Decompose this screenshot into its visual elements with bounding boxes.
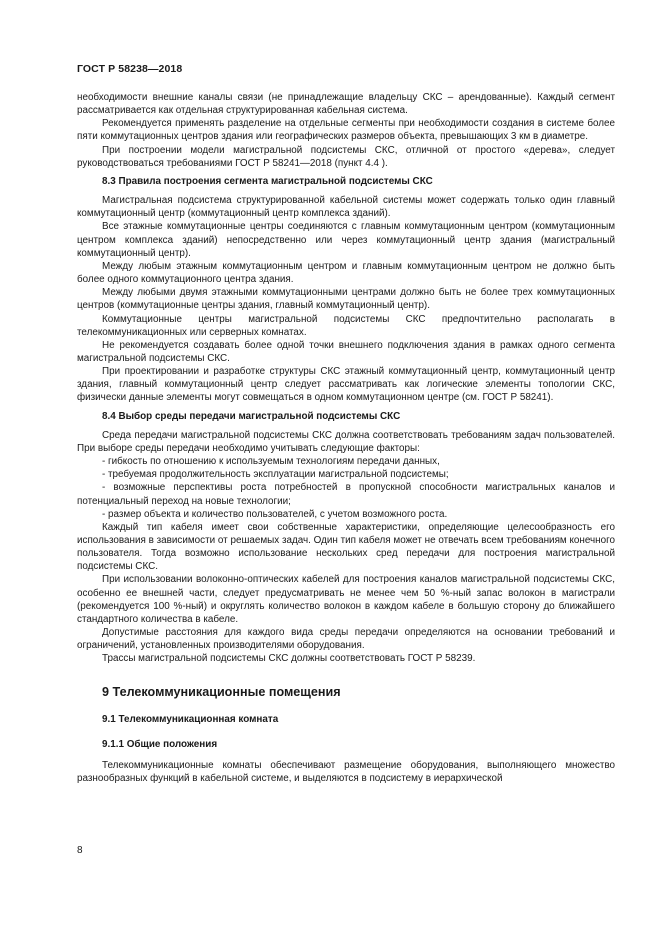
- paragraph: При построении модели магистральной подсистемы СКС, отличной от простого «дерева», следует руководствоваться требованиями ГОСТ Р 58241—2018 (пункт 4.4 ).: [77, 144, 615, 169]
- section-heading-8-4: 8.4 Выбор среды передачи магистральной подсистемы СКС: [102, 410, 401, 422]
- chapter-heading-9: 9 Телекоммуникационные помещения: [102, 684, 341, 699]
- paragraph: Телекоммуникационные комнаты обеспечивают размещение оборудования, выполняющего множество разнообразных функций в кабельной системе, и выделяются в подсистему в иерархической: [77, 760, 615, 785]
- paragraph: Трассы магистральной подсистемы СКС должны соответствовать ГОСТ Р 58239.: [102, 653, 476, 665]
- list-item: - размер объекта и количество пользователей, с учетом возможного роста.: [102, 508, 448, 520]
- paragraph: При использовании волоконно-оптических кабелей для построения каналов магистральной подсистемы СКС, особенно ее внешней части, следует предусматривать не менее чем 50 %-ный запас волокон в магистрали (рекомендуется 100 %-ный) и округлять количество волокон в каждом кабеле в большую сторону до ближайшего стандартного количества в кабеле.: [77, 574, 615, 625]
- paragraph: Среда передачи магистральной подсистемы СКС должна соответствовать требованиям задач пользователей. При выборе среды передачи необходимо учитывать следующие факторы:: [77, 429, 615, 454]
- list-item: - возможные перспективы роста потребностей в пропускной способности магистральных каналов и потенциальный переход на новые технологии;: [77, 482, 615, 507]
- paragraph: Коммутационные центры магистральной подсистемы СКС предпочтительно располагать в телекоммуникационных или серверных комнатах.: [77, 313, 615, 338]
- section-heading-9-1-1: 9.1.1 Общие положения: [102, 738, 218, 750]
- page-number: 8: [77, 845, 83, 856]
- paragraph: Допустимые расстояния для каждого вида среды передачи определяются на основании требований и ограничений, установленных производителями оборудования.: [77, 627, 615, 652]
- paragraph: Не рекомендуется создавать более одной точки внешнего подключения здания в рамках одного сегмента магистральной подсистемы СКС.: [77, 339, 615, 364]
- list-item: - требуемая продолжительность эксплуатации магистральной подсистемы;: [102, 469, 449, 481]
- paragraph: Все этажные коммутационные центры соединяются с главным коммутационным центром (коммутационным центром комплекса зданий) непосредственно или через коммутационный центр здания (магистральный коммутационный центр).: [77, 221, 615, 259]
- document-body: [77, 91, 615, 785]
- paragraph: Между любым этажным коммутационным центром и главным коммутационным центром не должно быть более одного коммутационного центра здания.: [77, 260, 615, 286]
- paragraph: Рекомендуется применять разделение на отдельные сегменты при необходимости создания в системе более пяти коммутационных центров здания или географических размеров объекта, превышающих 3 км в диаметре.: [77, 118, 615, 143]
- paragraph: необходимости внешние каналы связи (не принадлежащие владельцу СКС – арендованные). Каждый сегмент рассматривается как отдельная структурированная кабельная система.: [77, 92, 615, 117]
- paragraph: Каждый тип кабеля имеет свои собственные характеристики, определяющие целесообразность его использования в зависимости от решаемых задач. Один тип кабеля может не отвечать всем требованиям конечного пользователя. Тогда возможно использование нескольких сред передачи для построения магистральной подсистемы СКС.: [77, 521, 615, 573]
- paragraph: Между любыми двумя этажными коммутационными центрами должно быть не более трех коммутационных центров (коммутационные центры здания, главный коммутационный центр).: [77, 287, 615, 312]
- paragraph: Магистральная подсистема структурированной кабельной системы может содержать только один главный коммутационный центр (коммутационный центр комплекса зданий).: [77, 195, 615, 220]
- section-heading-9-1: 9.1 Телекоммуникационная комната: [102, 713, 279, 725]
- list-item: - гибкость по отношению к используемым технологиям передачи данных,: [102, 456, 440, 468]
- section-heading-8-3: 8.3 Правила построения сегмента магистральной подсистемы СКС: [102, 175, 433, 187]
- paragraph: При проектировании и разработке структуры СКС этажный коммутационный центр, коммутационный центр здания, главный коммутационный центр следует рассматривать как логические элементы топологии СКС, физически данные элементы могут совмещаться в одном коммутационном центре (см. ГОСТ Р 58241).: [77, 366, 615, 404]
- document-header: ГОСТ Р 58238—2018: [77, 63, 183, 75]
